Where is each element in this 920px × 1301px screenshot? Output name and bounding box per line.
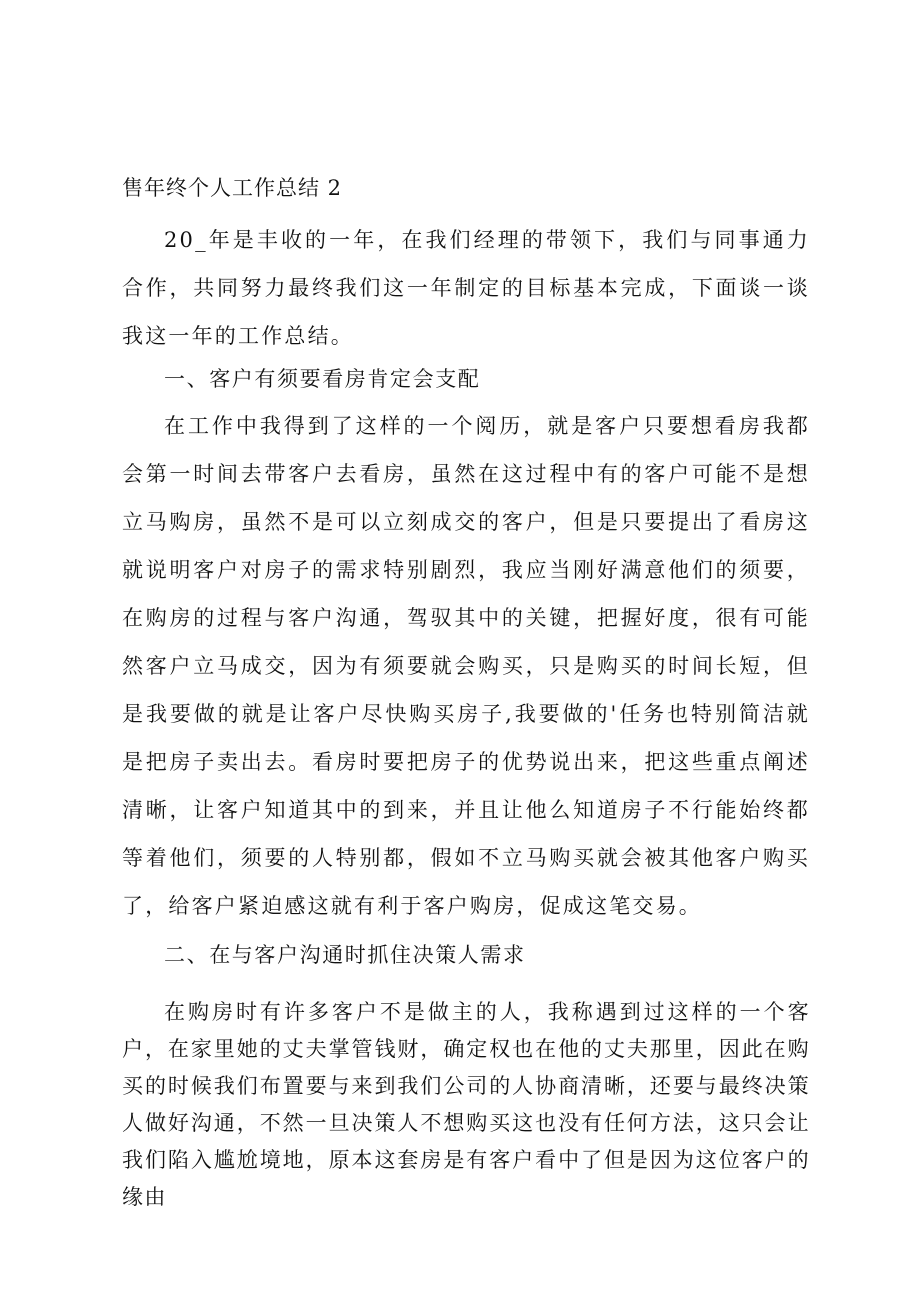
section-2-heading: 二、在与客户沟通时抓住决策人需求 [164,943,526,967]
section-1-paragraph: 在工作中我得到了这样的一个阅历，就是客户只要想看房我都会第一时间去带客户去看房，虽然在这过程中有的客户可能不是想立马购房，虽然不是可以立刻成交的客户，但是只要提出了看房这就说明客户对房子的需求特别剧烈，我应当刚好满意他们的须要，在购房的过程与客户沟通，驾驭其中的关键，把握好度，很有可能然客户立马成交，因为有须要就会购买，只是购买的时间长短，但是我要做的就是让客户尽快购买房子,我要做的'任务也特别简洁就是把房子卖出去。看房时要把房子的优势说出来，把这些重点阐述清晰，让客户知道其中的到来，并且让他么知道房子不行能始终都等着他们，须要的人特别都，假如不立马购买就会被其他客户购买了，给客户紧迫感这就有利于客户购房，促成这笔交易。 [122,414,810,918]
document-title: 售年终个人工作总结 2 [122,176,343,200]
intro-paragraph: 20_年是丰收的一年，在我们经理的带领下，我们与同事通力合作，共同努力最终我们这一年制定的目标基本完成，下面谈一谈我这一年的工作总结。 [122,228,810,348]
section-2-paragraph: 在购房时有许多客户不是做主的人，我称遇到过这样的一个客户，在家里她的丈夫掌管钱财，确定权也在他的丈夫那里，因此在购买的时候我们布置要与来到我们公司的人协商清晰，还要与最终决策人做好沟通，不然一旦决策人不想购买这也没有任何方法，这只会让我们陷入尴尬境地，原本这套房是有客户看中了但是因为这位客户的缘由 [122,1000,810,1209]
section-1-heading: 一、客户有须要看房肯定会支配 [164,367,481,391]
